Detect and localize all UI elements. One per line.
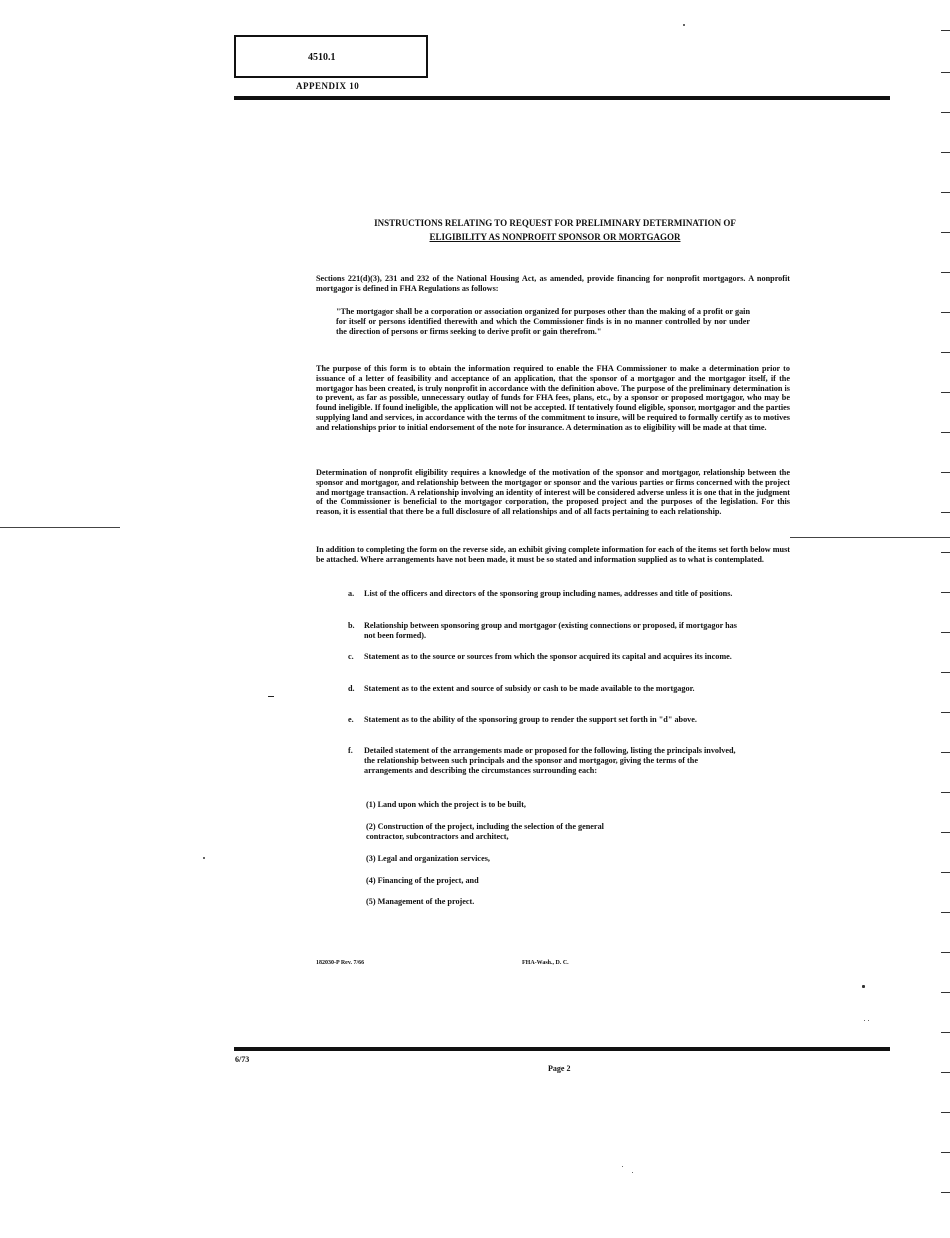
item-text: Relationship between sponsoring group and mortgagor (existing connections or proposed, if mortgagor has not been formed).: [364, 621, 737, 640]
footer-rule: [234, 1047, 890, 1051]
page-number: Page 2: [548, 1064, 571, 1073]
sub-item: (2) Construction of the project, including the selection of the general contractor, subcontractors and architect,: [366, 822, 604, 841]
regulation-quote: "The mortgagor shall be a corporation or association organized for purposes other than the making of a profit or gain for itself or persons identified therewith and which the Commissioner finds is in no manner controlled by nor under the direction of persons or firms seeking to derive profit or gain therefrom.": [336, 307, 750, 336]
scan-speck: [622, 1166, 623, 1167]
printer-mark: FHA-Wash., D. C.: [522, 960, 569, 966]
scan-speck: [203, 857, 205, 859]
scan-mark: [941, 232, 950, 233]
item-text: Detailed statement of the arrangements made or proposed for the following, listing the principals involved, the relationship between such principals and the sponsor and mortgagor, giving the terms of the arrangements and describing the circumstances surrounding each:: [364, 746, 736, 775]
scan-mark: [941, 312, 950, 313]
scan-mark: [941, 592, 950, 593]
determination-paragraph: Determination of nonprofit eligibility requires a knowledge of the motivation of the sponsor and mortgagor, relationship between the sponsor and mortgagor, and relationship between the mortgagor or sponsor and the various parties or firms concerned with the project and mortgage transaction. A relationship involving an identity of interest will be considered adverse unless it is one that in the judgment of the Commissioner is beneficial to the mortgagor corporation, the proposed project and the purposes of the legislation. For this reason, it is essential that there be a full disclosure of all relationships and of all facts pertaining to each relationship.: [316, 468, 790, 517]
scan-mark: [941, 1032, 950, 1033]
sub-item: (3) Legal and organization services,: [366, 854, 490, 863]
header-rule: [234, 96, 890, 100]
scan-mark: [941, 72, 950, 73]
scan-mark: [941, 1192, 950, 1193]
list-item: [348, 715, 748, 725]
scan-mark: [941, 792, 950, 793]
scan-mark: [941, 112, 950, 113]
appendix-label: APPENDIX 10: [296, 81, 360, 91]
scan-line-right: [790, 537, 950, 538]
scan-mark: [941, 272, 950, 273]
scan-speck: [864, 1020, 865, 1021]
scan-mark: [941, 672, 950, 673]
scan-mark: [941, 832, 950, 833]
scan-mark: [941, 352, 950, 353]
scan-mark: [941, 912, 950, 913]
scan-mark: [941, 712, 950, 713]
document-number: 4510.1: [308, 52, 336, 63]
item-label: f.: [348, 746, 353, 755]
scan-mark: [941, 192, 950, 193]
scan-mark: [941, 392, 950, 393]
scan-speck: [632, 1172, 633, 1173]
scan-mark: [941, 1152, 950, 1153]
purpose-paragraph: The purpose of this form is to obtain the information required to enable the FHA Commissioner to make a determination prior to issuance of a letter of feasibility and acceptance of an application, that the sponsor of a mortgagor and the mortgagor itself, if the mortgagor has been created, is truly nonprofit in accordance with the definition above. The purpose of the preliminary determination is to prevent, as far as possible, unnecessary outlay of funds for FHA fees, plans, etc., by a sponsor or proposed mortgagor, who may be found ineligible. If found ineligible, the application will not be accepted. If tentatively found eligible, sponsor, mortgagor and the parties supplying land and services, in accordance with the terms of the commitment to insure, will be required to formally certify as to motives and relationships prior to initial endorsement of the note for insurance. A determination as to eligibility will be made at that time.: [316, 364, 790, 432]
item-text: Statement as to the source or sources from which the sponsor acquired its capital and acquires its income.: [364, 652, 732, 661]
scan-mark: [941, 152, 950, 153]
scan-mark: [941, 512, 950, 513]
scan-mark: [941, 30, 950, 31]
title-line-2: ELIGIBILITY AS NONPROFIT SPONSOR OR MORTGAGOR: [429, 232, 681, 242]
form-number: 182030-P Rev. 7/66: [316, 960, 365, 966]
scan-speck: [862, 985, 865, 988]
scan-mark: [941, 1112, 950, 1113]
item-label: e.: [348, 715, 354, 724]
item-label: a.: [348, 589, 355, 598]
list-item: [348, 589, 748, 599]
item-label: d.: [348, 684, 355, 693]
scan-speck: [683, 24, 685, 26]
item-text: Statement as to the ability of the sponsoring group to render the support set forth in "d" above.: [364, 715, 697, 724]
scan-mark: [941, 752, 950, 753]
list-item: [348, 684, 748, 694]
scan-mark: [941, 992, 950, 993]
scan-speck: [868, 1020, 869, 1021]
intro-paragraph: Sections 221(d)(3), 231 and 232 of the National Housing Act, as amended, provide financing for nonprofit mortgagors. A nonprofit mortgagor is defined in FHA Regulations as follows:: [316, 274, 790, 293]
sub-item: (5) Management of the project.: [366, 897, 475, 906]
list-item: [348, 621, 748, 641]
scan-mark: [941, 432, 950, 433]
sub-item: (4) Financing of the project, and: [366, 876, 479, 885]
scan-mark: [941, 472, 950, 473]
document-number-box: [234, 35, 428, 78]
list-item: [348, 746, 748, 775]
scan-mark: [941, 632, 950, 633]
addition-paragraph: In addition to completing the form on the reverse side, an exhibit giving complete information for each of the items set forth below must be attached. Where arrangements have not been made, it must be so stated and information supplied as to what is contemplated.: [316, 545, 790, 564]
item-label: b.: [348, 621, 355, 630]
scan-mark: [941, 552, 950, 553]
scan-mark: [941, 1072, 950, 1073]
item-text: Statement as to the extent and source of subsidy or cash to be made available to the mortgagor.: [364, 684, 695, 693]
scan-mark: [941, 872, 950, 873]
scan-mark: [941, 952, 950, 953]
title-line-1: INSTRUCTIONS RELATING TO REQUEST FOR PRELIMINARY DETERMINATION OF: [374, 218, 736, 228]
item-label: c.: [348, 652, 354, 661]
item-text: List of the officers and directors of the sponsoring group including names, addresses and title of positions.: [364, 589, 733, 598]
sub-item: (1) Land upon which the project is to be built,: [366, 800, 526, 809]
scan-speck: [268, 696, 274, 697]
list-item: [348, 652, 748, 662]
scan-line-left: [0, 527, 120, 528]
footer-date: 6/73: [235, 1055, 250, 1064]
